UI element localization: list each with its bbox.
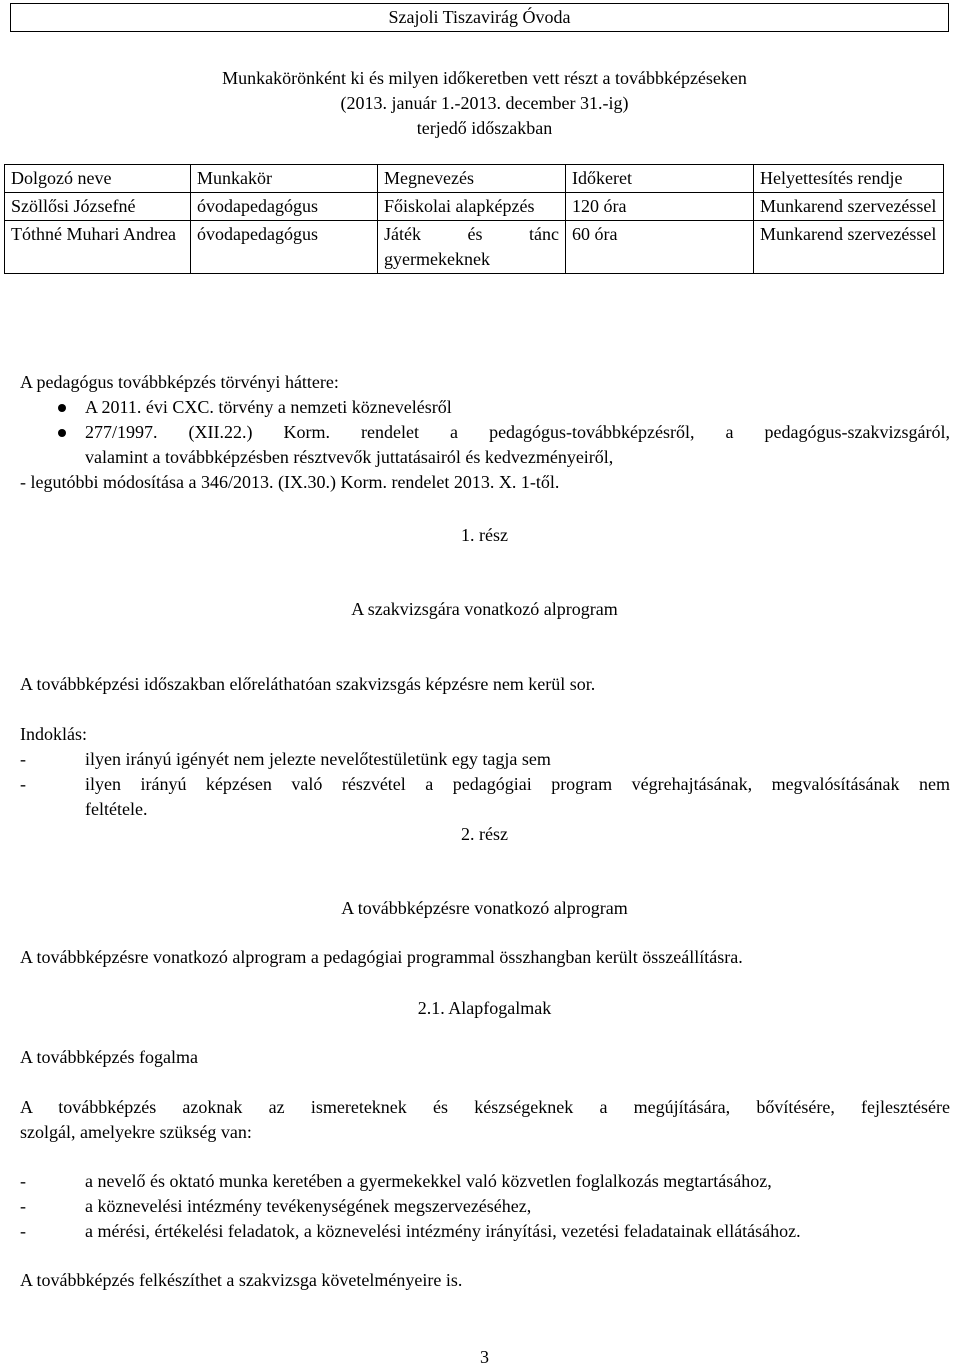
table-cell: Tóthné Muhari Andrea: [5, 221, 191, 274]
legal-note: - legutóbbi módosítása a 346/2013. (IX.30.) Korm. rendelet 2013. X. 1-től.: [20, 472, 560, 492]
table-cell: óvodapedagógus: [191, 193, 378, 221]
table-cell: 120 óra: [566, 193, 754, 221]
section-2-1-heading: 2.1. Alapfogalmak: [417, 998, 552, 1018]
dash-icon: -: [20, 774, 26, 794]
part1-text: A továbbképzési időszakban előreláthatóan szakvizsgás képzésre nem kerül sor.: [20, 674, 596, 694]
training-table: [4, 164, 944, 274]
intro-line-3: terjedő időszakban: [416, 118, 553, 138]
legal-bullet-2-line-1: 277/1997. (XII.22.) Korm. rendelet a pedagógus-továbbképzésről, a pedagógus-szakvizsgáról,: [85, 422, 950, 442]
table-header-row: [5, 165, 944, 193]
closing-text: A továbbképzés felkészíthet a szakvizsga követelményeire is.: [20, 1270, 463, 1290]
table-header-cell: Dolgozó neve: [5, 165, 191, 193]
part2-heading: 2. rész: [461, 824, 508, 844]
list-item: a nevelő és oktató munka keretében a gyermekekkel való közvetlen foglalkozás megtartásához,: [85, 1171, 772, 1191]
list-item: a mérési, értékelési feladatok, a köznevelési intézmény irányítási, vezetési feladatainak ellátásához.: [85, 1221, 801, 1241]
definition-line-1: A továbbképzés azoknak az ismereteknek és készségeknek a megújítására, bővítésére, fejlesztésére: [20, 1097, 950, 1117]
legal-title: A pedagógus továbbképzés törvényi háttere:: [20, 372, 339, 392]
intro-line-2: (2013. január 1.-2013. december 31.-ig): [340, 93, 629, 113]
part1-reason-label: Indoklás:: [20, 724, 87, 744]
table-cell: óvodapedagógus: [191, 221, 378, 274]
part1-heading: 1. rész: [461, 525, 508, 545]
school-name: Szajoli Tiszavirág Óvoda: [388, 7, 571, 27]
table-cell: 60 óra: [566, 221, 754, 274]
bullet-icon: [58, 404, 66, 412]
part1-subheading: A szakvizsgára vonatkozó alprogram: [351, 599, 618, 619]
part2-text: A továbbképzésre vonatkozó alprogram a pedagógiai programmal összhangban került összeállításra.: [20, 947, 743, 967]
dash-icon: -: [20, 1171, 26, 1191]
dash-icon: -: [20, 1196, 26, 1216]
concept-title: A továbbképzés fogalma: [20, 1047, 198, 1067]
table-cell: Szöllősi Józsefné: [5, 193, 191, 221]
dash-icon: -: [20, 749, 26, 769]
intro-line-1: Munkakörönként ki és milyen időkeretben vett részt a továbbképzéseken: [222, 68, 747, 88]
table-header-cell: Munkakör: [191, 165, 378, 193]
legal-bullet-1: A 2011. évi CXC. törvény a nemzeti köznevelésről: [85, 397, 452, 417]
page-number: 3: [480, 1347, 489, 1367]
part2-subheading: A továbbképzésre vonatkozó alprogram: [341, 898, 628, 918]
table-cell: Munkarend szervezéssel: [754, 221, 944, 274]
definition-line-2: szolgál, amelyekre szükség van:: [20, 1122, 252, 1142]
bullet-icon: [58, 429, 66, 437]
part1-reason-1: ilyen irányú igényét nem jelezte nevelőtestületünk egy tagja sem: [85, 749, 551, 769]
table-cell: Főiskolai alapképzés: [378, 193, 566, 221]
part1-reason-2-line-1: ilyen irányú képzésen való részvétel a pedagógiai program végrehajtásának, megvalósításának nem: [85, 774, 950, 794]
list-item: a köznevelési intézmény tevékenységének megszervezéséhez,: [85, 1196, 532, 1216]
table-header-cell: Helyettesítés rendje: [754, 165, 944, 193]
table-cell: Játék és tánc gyermekeknek: [378, 221, 566, 274]
dash-icon: -: [20, 1221, 26, 1241]
legal-bullet-2-line-2: valamint a továbbképzésben résztvevők juttatásairól és kedvezményeiről,: [85, 447, 614, 467]
table-header-cell: Időkeret: [566, 165, 754, 193]
table-row: [5, 221, 944, 274]
table-row: [5, 193, 944, 221]
school-name-box: [10, 3, 949, 32]
part1-reason-2-line-2: feltétele.: [85, 799, 148, 819]
table-cell: Munkarend szervezéssel: [754, 193, 944, 221]
table-header-cell: Megnevezés: [378, 165, 566, 193]
